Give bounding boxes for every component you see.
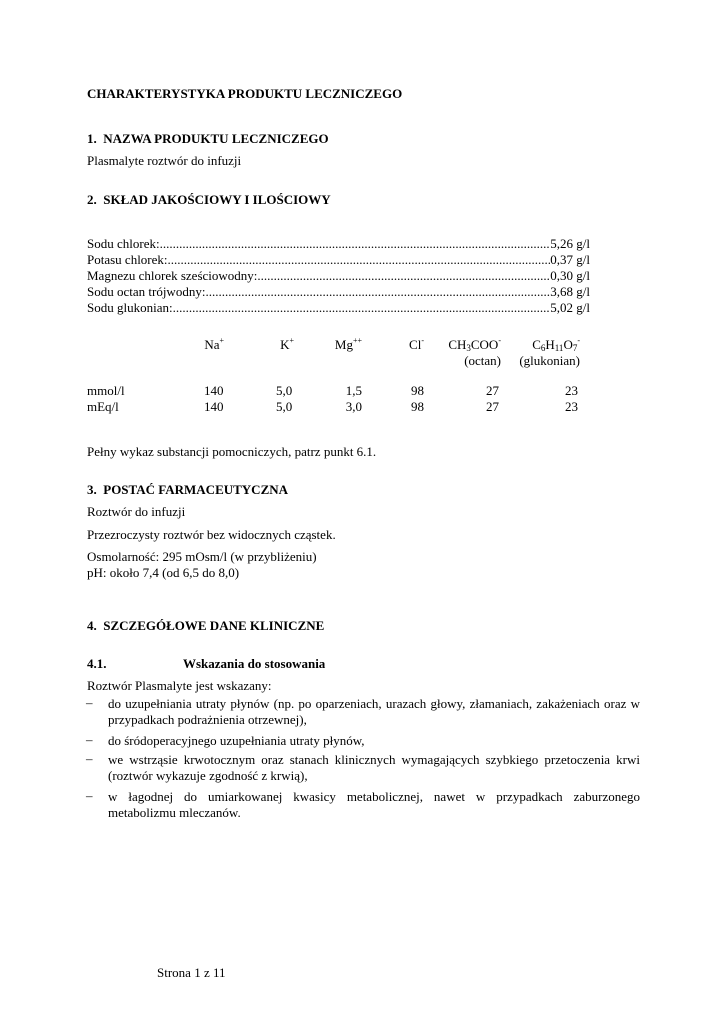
subsection-number: 4.1. xyxy=(87,656,107,671)
table-row-label: mmol/l xyxy=(87,383,125,398)
document-title: CHARAKTERYSTYKA PRODUKTU LECZNICZEGO xyxy=(87,86,403,101)
ingredient-row xyxy=(87,252,590,268)
ion-header-k: K+ xyxy=(280,335,294,352)
ingredient-value: 3,68 g/l xyxy=(550,284,590,299)
bullet-dash: – xyxy=(86,788,93,803)
ingredient-value: 5,26 g/l xyxy=(550,236,590,251)
ingredient-value: 0,30 g/l xyxy=(550,268,590,283)
table-cell: 27 xyxy=(486,399,499,414)
bullet-dash: – xyxy=(86,751,93,766)
subsection-title: Wskazania do stosowania xyxy=(183,656,326,671)
list-item: do śródoperacyjnego uzupełniania utraty płynów, xyxy=(108,733,365,748)
ion-header-gluconate: $C_6H_{11}O_7^-$ xyxy=(532,335,580,353)
ingredient-name: Sodu glukonian: xyxy=(87,300,173,315)
pharmaceutical-form: Roztwór do infuzji xyxy=(87,504,186,519)
ingredient-value: 0,37 g/l xyxy=(550,252,590,267)
table-row-label: mEq/l xyxy=(87,399,119,414)
table-cell: 27 xyxy=(486,383,499,398)
list-item: do uzupełniania utraty płynów (np. po oparzeniach, urazach głowy, złamaniach, zakażeniach oraz w przypadkach podrażnienia otrzewnej), xyxy=(108,696,640,727)
indications-intro: Roztwór Plasmalyte jest wskazany: xyxy=(87,678,272,693)
ion-header-acetate: $CH_3COO^-$ xyxy=(448,335,501,353)
table-cell: 23 xyxy=(565,399,578,414)
ion-header-na: Na+ xyxy=(204,335,224,352)
ion-header-gluconate-name: (glukonian) xyxy=(519,353,580,368)
ingredient-row xyxy=(87,300,590,316)
ingredient-name: Sodu chlorek: xyxy=(87,236,160,251)
table-cell: 5,0 xyxy=(276,383,293,398)
bullet-dash: – xyxy=(86,695,93,710)
ingredient-value: 5,02 g/l xyxy=(550,300,590,315)
list-item: w łagodnej do umiarkowanej kwasicy metabolicznej, nawet w przypadkach zaburzonego metabolizmu mleczanów. xyxy=(108,789,640,820)
ingredient-name: Potasu chlorek: xyxy=(87,252,168,267)
table-cell: 98 xyxy=(411,399,424,414)
product-name: Plasmalyte roztwór do infuzji xyxy=(87,153,242,168)
ph-value: pH: około 7,4 (od 6,5 do 8,0) xyxy=(87,565,240,580)
ingredient-row xyxy=(87,284,590,300)
ingredient-row xyxy=(87,236,590,252)
table-cell: 1,5 xyxy=(345,383,362,398)
section-3-heading: 3. POSTAĆ FARMACEUTYCZNA xyxy=(87,482,289,497)
table-cell: 98 xyxy=(411,383,424,398)
section-2-heading: 2. SKŁAD JAKOŚCIOWY I ILOŚCIOWY xyxy=(87,192,331,207)
excipients-note: Pełny wykaz substancji pomocniczych, patrz punkt 6.1. xyxy=(87,444,377,459)
ion-header-mg: Mg++ xyxy=(334,335,362,352)
table-cell: 5,0 xyxy=(276,399,293,414)
table-cell: 140 xyxy=(204,399,224,414)
osmolarity: Osmolarność: 295 mOsm/l (w przybliżeniu) xyxy=(87,549,317,564)
ingredient-name: Magnezu chlorek sześciowodny: xyxy=(87,268,258,283)
ingredient-row xyxy=(87,268,590,284)
section-4-heading: 4. SZCZEGÓŁOWE DANE KLINICZNE xyxy=(87,618,325,633)
section-1-heading: 1. NAZWA PRODUKTU LECZNICZEGO xyxy=(87,131,329,146)
list-item: we wstrząsie krwotocznym oraz stanach klinicznych wymagających szybkiego przetoczenia krwi (roztwór wykazuje zgodność z krwią), xyxy=(108,752,640,783)
page-footer: Strona 1 z 11 xyxy=(157,965,226,980)
table-cell: 140 xyxy=(204,383,224,398)
table-cell: 3,0 xyxy=(345,399,362,414)
table-cell: 23 xyxy=(565,383,578,398)
ion-header-cl: Cl- xyxy=(409,335,424,352)
bullet-dash: – xyxy=(86,732,93,747)
ingredient-name: Sodu octan trójwodny: xyxy=(87,284,206,299)
ion-header-acetate-name: (octan) xyxy=(464,353,501,368)
form-description: Przezroczysty roztwór bez widocznych cząstek. xyxy=(87,527,336,542)
